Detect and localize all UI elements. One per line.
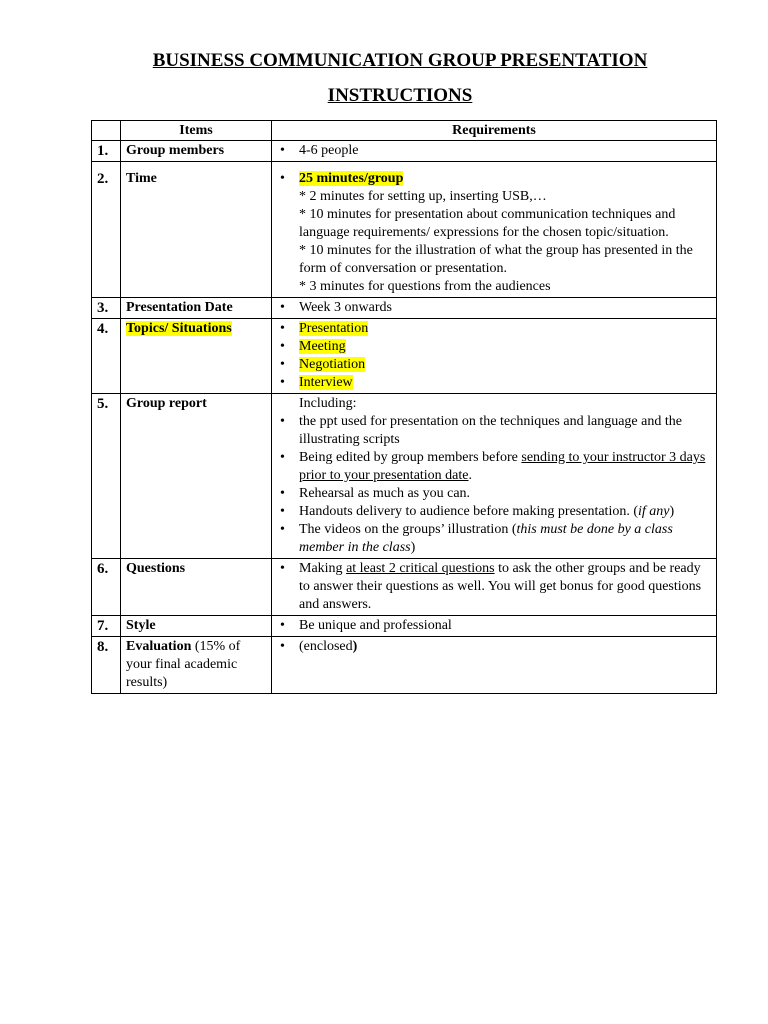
table-row (92, 559, 717, 616)
row-requirements (272, 637, 717, 694)
row-number: 4. (92, 319, 121, 394)
list-item (277, 374, 711, 392)
bullet-icon: • (280, 171, 285, 186)
requirement-text: 4-6 people (299, 143, 359, 158)
list-item (277, 503, 711, 521)
row-item: Group members (121, 141, 272, 162)
row-item: Questions (121, 559, 272, 616)
table-row (92, 162, 717, 298)
underlined-text: sending to your instructor 3 days prior to your presentation date (299, 450, 706, 483)
bullet-icon: • (280, 618, 285, 633)
document-title-line1: BUSINESS COMMUNICATION GROUP PRESENTATION (152, 50, 648, 71)
row-requirements (272, 559, 717, 616)
row-item: Time (121, 162, 272, 298)
bullet-icon: • (280, 639, 285, 654)
row-requirements (272, 394, 717, 559)
evaluation-label: Evaluation (126, 639, 192, 654)
time-detail-line: * 2 minutes for setting up, inserting USB,… (299, 189, 547, 204)
instructions-table (91, 120, 717, 694)
requirement-text: ) (352, 639, 358, 654)
row-requirements (272, 298, 717, 319)
list-item (277, 449, 711, 485)
table-row (92, 298, 717, 319)
evaluation-detail: (15% of your final academic results) (126, 639, 241, 690)
bullet-icon: • (280, 375, 285, 390)
bullet-icon: • (280, 339, 285, 354)
row-number: 7. (92, 616, 121, 637)
table-row (92, 616, 717, 637)
requirement-text: Week 3 onwards (299, 300, 392, 315)
bullet-icon: • (280, 561, 285, 576)
highlighted-item: Topics/ Situations (126, 321, 232, 336)
requirement-text: Rehearsal as much as you can. (299, 486, 471, 501)
requirement-text: (enclosed (299, 639, 353, 654)
row-requirements (272, 162, 717, 298)
requirement-text: Handouts delivery to audience before making presentation. ( (299, 504, 638, 519)
bullet-icon: • (280, 486, 285, 501)
table-row (92, 637, 717, 694)
requirement-text: . (468, 468, 473, 483)
bullet-icon: • (280, 522, 285, 537)
list-item (277, 521, 711, 557)
list-item (277, 142, 711, 160)
row-number: 1. (92, 141, 121, 162)
time-detail-line: * 10 minutes for presentation about communication techniques and language requirements/ expressions for the chosen topic/situation. (299, 207, 676, 240)
requirement-text: Being edited by group members before (299, 450, 522, 465)
requirement-text: ) (669, 504, 675, 519)
table-header-row (92, 121, 717, 141)
requirement-text: the ppt used for presentation on the techniques and language and the illustrating scripts (299, 414, 682, 447)
requirement-text: The videos on the groups’ illustration ( (299, 522, 517, 537)
list-item (277, 299, 711, 317)
requirement-text: Making (299, 561, 347, 576)
row-requirements (272, 616, 717, 637)
header-num-cell (92, 121, 121, 141)
row-item: Style (121, 616, 272, 637)
row-number: 3. (92, 298, 121, 319)
time-detail-line: * 3 minutes for questions from the audiences (299, 279, 551, 294)
row-number: 5. (92, 394, 121, 559)
list-item (277, 617, 711, 635)
topic-text: Interview (299, 375, 353, 390)
list-item (277, 485, 711, 503)
list-item (277, 638, 711, 656)
row-item: Presentation Date (121, 298, 272, 319)
bullet-icon: • (280, 450, 285, 465)
list-item (277, 560, 711, 614)
report-intro: Including: (299, 396, 357, 411)
row-requirements (272, 319, 717, 394)
list-item (277, 356, 711, 374)
list-item (277, 170, 711, 188)
requirement-text: 25 minutes/group (299, 171, 404, 186)
row-requirements (272, 141, 717, 162)
bullet-icon: • (280, 504, 285, 519)
topic-text: Meeting (299, 339, 346, 354)
italic-text: if any (638, 504, 670, 519)
bullet-icon: • (280, 300, 285, 315)
header-requirements: Requirements (272, 121, 717, 141)
topic-text: Negotiation (299, 357, 366, 372)
requirement-text: Be unique and professional (299, 618, 452, 633)
table-row (92, 141, 717, 162)
time-detail-line: * 10 minutes for the illustration of what the group has presented in the form of conversation or presentation. (299, 243, 693, 276)
row-number: 6. (92, 559, 121, 616)
row-item (121, 319, 272, 394)
bullet-icon: • (280, 414, 285, 429)
italic-text: this must be done by a class member in the class (299, 522, 673, 555)
bullet-icon: • (280, 321, 285, 336)
requirement-text: ) (410, 540, 416, 555)
list-item (277, 338, 711, 356)
row-item (121, 637, 272, 694)
bullet-icon: • (280, 143, 285, 158)
topic-text: Presentation (299, 321, 369, 336)
underlined-text: at least 2 critical questions (346, 561, 495, 576)
requirement-text: to ask the other groups and be ready to answer their questions as well. You will get bonus for good questions and answers. (299, 561, 702, 612)
list-item (277, 413, 711, 449)
bullet-icon: • (280, 357, 285, 372)
row-number: 2. (92, 162, 121, 298)
row-number: 8. (92, 637, 121, 694)
list-item (277, 320, 711, 338)
row-item: Group report (121, 394, 272, 559)
header-items: Items (121, 121, 272, 141)
document-title-line2: INSTRUCTIONS (327, 85, 473, 106)
table-row (92, 319, 717, 394)
table-row (92, 394, 717, 559)
